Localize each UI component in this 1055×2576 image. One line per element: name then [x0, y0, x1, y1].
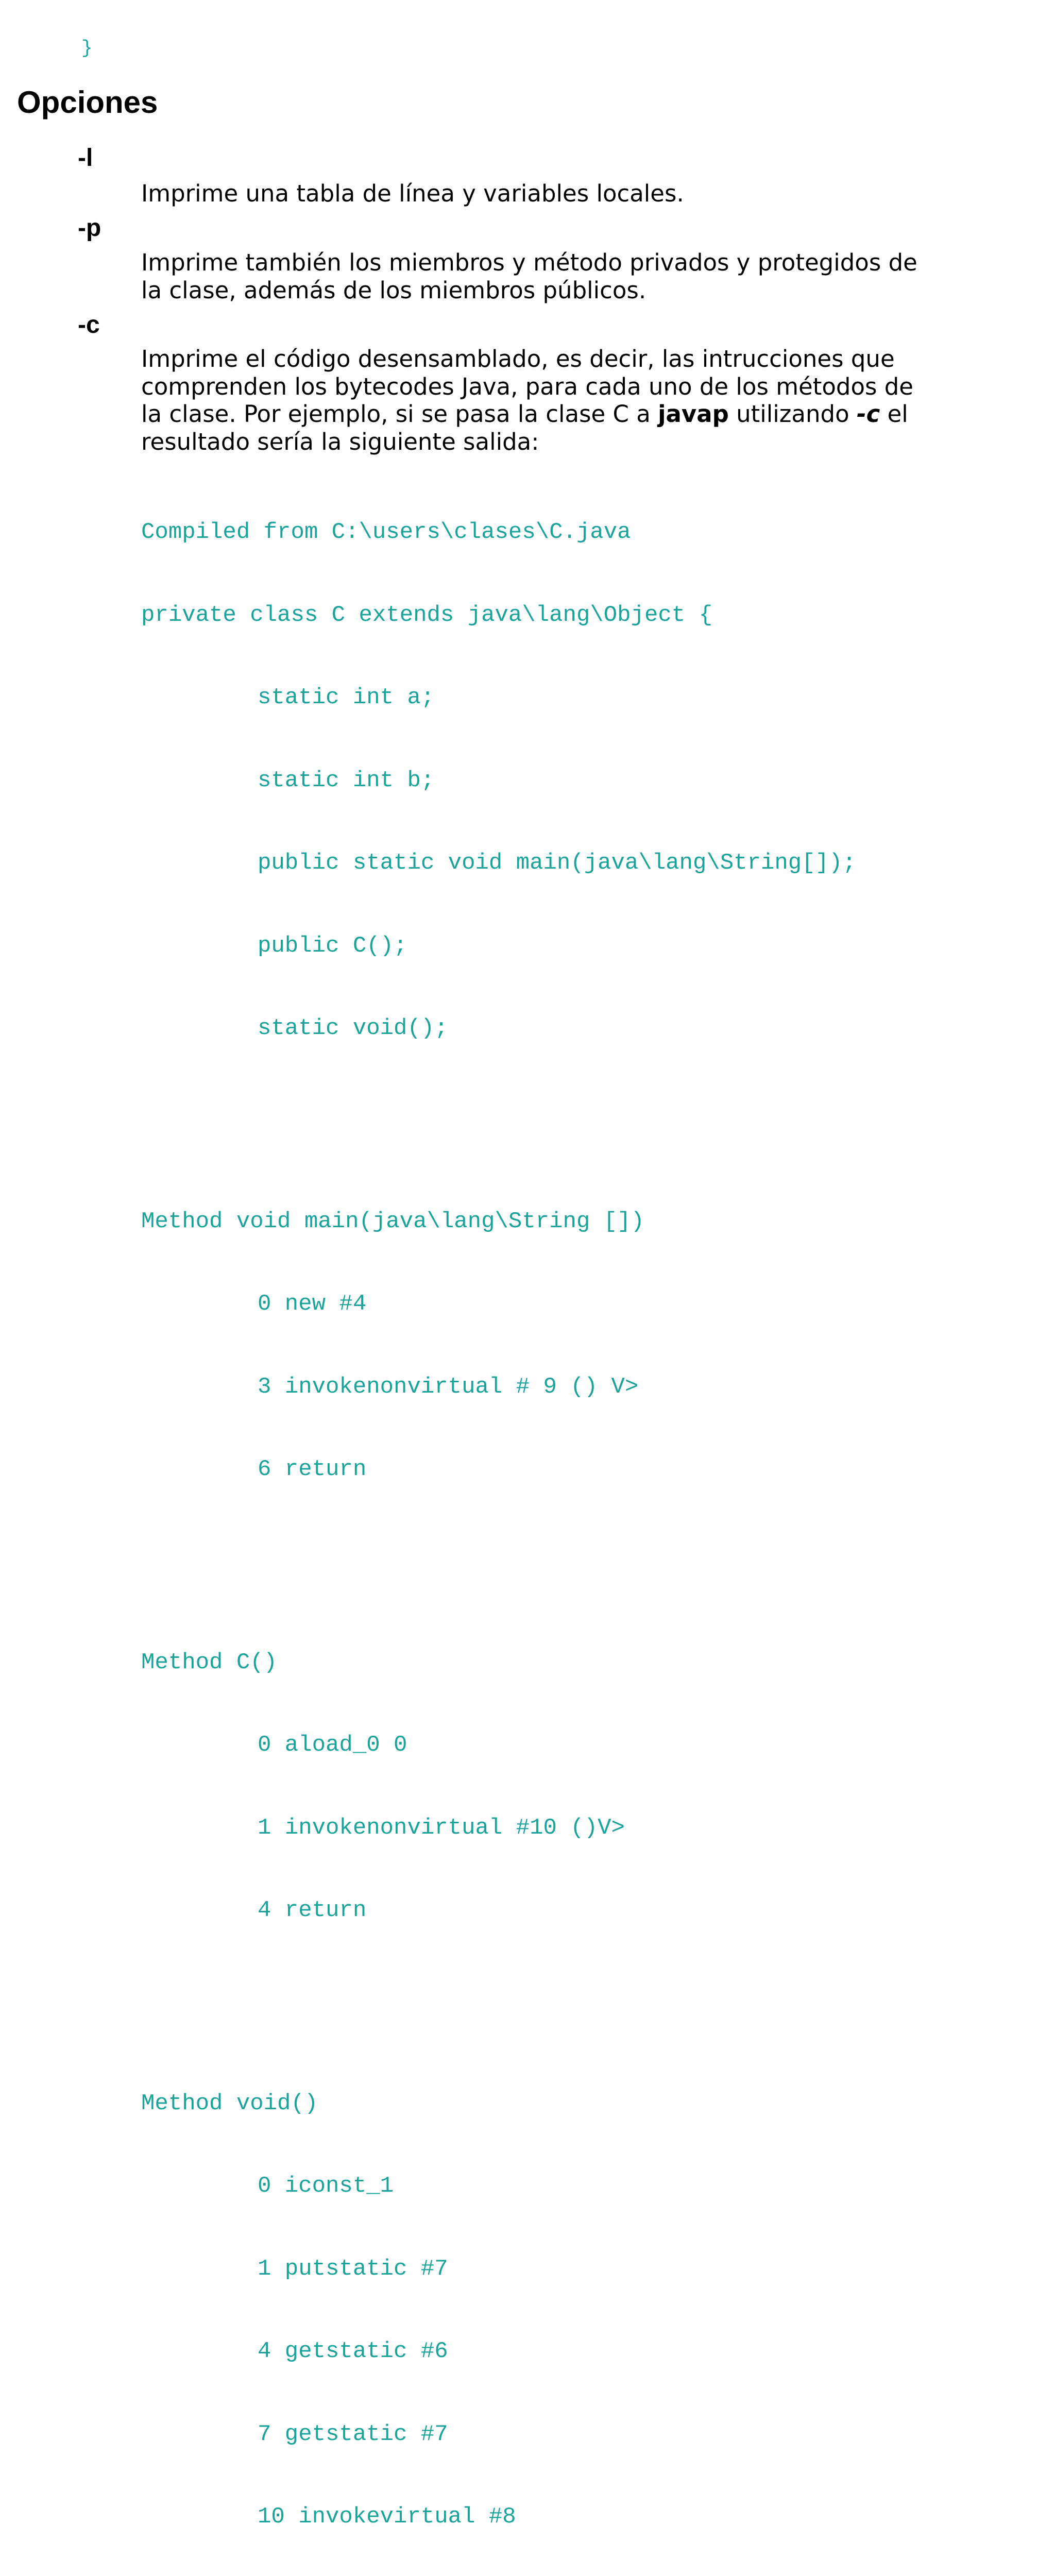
code-line-instruction: 0 new #4	[258, 1291, 367, 1317]
option-description-l	[141, 180, 976, 208]
code-line-method-signature: Method C()	[141, 1649, 278, 1675]
code-line-member: public static void main(java\lang\String[]);	[258, 850, 856, 876]
code-line-member: static int b;	[258, 767, 435, 793]
flag-reference-c: -c	[856, 400, 880, 428]
code-blank-line	[141, 1980, 856, 2008]
code-line-instruction: 6 return	[258, 1456, 367, 1482]
code-blank-line	[141, 1098, 856, 1126]
option-description-c	[141, 345, 976, 455]
option-description-line: comprenden los bytecodes Java, para cada uno de los métodos de	[141, 372, 913, 400]
code-line-instruction: 3 invokenonvirtual # 9 () V>	[258, 1374, 639, 1400]
option-description-text: el	[880, 400, 908, 428]
code-line-compiled: Compiled from C:\users\clases\C.java	[141, 519, 631, 545]
code-line-instruction: 7 getstatic #7	[258, 2421, 448, 2447]
code-line-class-declaration: private class C extends java\lang\Object {	[141, 602, 712, 628]
option-description-text: la clase. Por ejemplo, si se pasa la clase C a	[141, 400, 658, 428]
option-flag-l: -l	[78, 144, 93, 172]
option-description-line: Imprime también los miembros y método privados y protegidos de	[141, 249, 917, 276]
code-line-member: public C();	[258, 933, 407, 959]
code-line-instruction: 1 invokenonvirtual #10 ()V>	[258, 1815, 625, 1841]
code-line-member: static void();	[258, 1015, 448, 1041]
command-name-javap: javap	[658, 400, 729, 428]
option-description-line: la clase, además de los miembros públicos.	[141, 276, 646, 304]
option-description-p	[141, 249, 976, 304]
code-line-instruction: 4 getstatic #6	[258, 2338, 448, 2364]
option-description-line: resultado sería la siguiente salida:	[141, 428, 539, 455]
code-line-instruction: 0 aload_0 0	[258, 1732, 407, 1758]
option-description-line: Imprime el código desensamblado, es decir, las intrucciones que	[141, 345, 895, 372]
option-flag-p: -p	[78, 214, 101, 242]
code-line-method-signature: Method void main(java\lang\String [])	[141, 1208, 644, 1234]
javap-output-code-block	[141, 464, 856, 2576]
code-blank-line	[141, 1539, 856, 1567]
option-flag-c: -c	[78, 311, 100, 338]
code-line-member: static int a;	[258, 685, 435, 710]
code-line-instruction: 4 return	[258, 1897, 367, 1923]
code-line-method-signature: Method void()	[141, 2090, 318, 2116]
code-line-instruction: 1 putstatic #7	[258, 2256, 448, 2282]
option-description-text: utilizando	[728, 400, 857, 428]
section-heading-opciones: Opciones	[17, 85, 158, 120]
code-line-instruction: 10 invokevirtual #8	[258, 2504, 516, 2530]
code-line-instruction: 0 iconst_1	[258, 2173, 394, 2199]
code-closing-brace: }	[81, 38, 93, 59]
option-description-line: Imprime una tabla de línea y variables locales.	[141, 180, 684, 207]
